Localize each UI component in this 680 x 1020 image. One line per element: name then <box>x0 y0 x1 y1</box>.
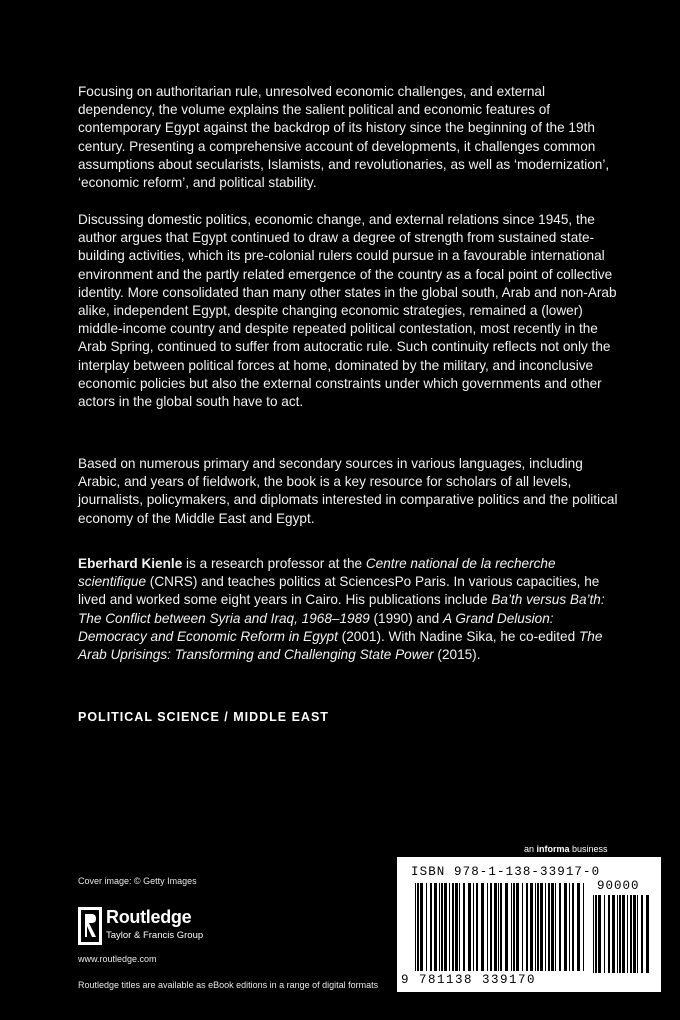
barcode-bar <box>608 895 610 973</box>
barcode-bar <box>420 883 423 971</box>
barcode-bar <box>526 883 528 971</box>
publisher-logo <box>78 907 218 947</box>
barcode-bar <box>490 883 492 971</box>
barcode-bar <box>481 883 484 971</box>
barcode-bar <box>439 883 440 971</box>
barcode-bar <box>476 883 478 971</box>
blurb-paragraph-1: Focusing on authoritarian rule, unresolved economic challenges, and external dependency, the volume explains the salient political and economic features of contemporary Egypt against the backdrop of its history since the beginning of the 19th century. Presenting a comprehensive account of developments, it challenges common assumptions about secularists, Islamists, and revolutionaries, as well as ‘modernization’, ‘economic reform’, and political stability. <box>78 84 610 191</box>
ebook-note: Routledge titles are available as eBook editions in a range of digital formats <box>78 980 379 990</box>
barcode-digits: 9 781138 339170 <box>401 973 537 987</box>
addon-barcode-bars <box>593 895 651 973</box>
barcode-bar <box>426 883 427 971</box>
barcode-bar <box>487 883 488 971</box>
cover-credit: Cover image: © Getty Images <box>78 876 197 886</box>
subject-category: POLITICAL SCIENCE / MIDDLE EAST <box>78 710 329 724</box>
barcode-bar <box>537 883 539 971</box>
barcode-bar <box>612 895 615 973</box>
barcode-bar <box>540 883 543 971</box>
barcode-bar <box>569 883 570 971</box>
barcode-bar <box>513 883 515 971</box>
blurb-paragraph-2: Discussing domestic politics, economic change, and external relations since 1945, the author argues that Egypt continued to draw a degree of strength from sustained state-building activities, which its pre-colonial rulers could pursue in a favourable international environment and the partly related emergence of the country as a focal point of collective identity. More consolidated than many other states in the global south, Arab and non-Arab alike, independent Egypt, despite changing economic strategies, remained a (lower) middle-income country and despite repeated political contestation, most recently in the Arab Spring, continued to suffer from autocratic rule. Such continuity reflects not only the interplay between political forces at home, dominated by the military, and inconclusive economic policies but also the external constraints under which governments and other actors in the global south have to act. <box>78 212 617 410</box>
barcode-bar <box>505 883 508 971</box>
barcode-bar <box>441 883 443 971</box>
barcode-bar <box>564 883 567 971</box>
barcode-bar <box>617 895 618 973</box>
barcode-bar <box>494 883 497 971</box>
price-code: 90000 <box>597 879 640 893</box>
barcode-bar <box>604 895 605 973</box>
barcode-bar <box>459 883 460 971</box>
barcode-bar <box>449 883 450 971</box>
barcode-bar <box>593 895 594 973</box>
barcode-bar <box>637 895 638 973</box>
barcode-bar <box>468 883 471 971</box>
barcode-bar <box>500 883 502 971</box>
barcode-bar <box>559 883 561 971</box>
isbn-barcode <box>397 857 661 992</box>
barcode-bar <box>417 883 419 971</box>
author-bio: Eberhard Kienle is a research professor at the Centre national de la recherche scientifique (CNRS) and teaches politics at SciencesPo Paris. In various capacities, he lived and worked some eight years in Cairo. His publications include Ba’th versus Ba’th: The Conflict between Syria and Iraq, 1968–1989 (1990) and A Grand Delusion: Democracy and Economic Reform in Egypt (2001). With Nadine Sika, he co-edited The Arab Uprisings: Transforming and Challenging State Power (2015). <box>78 556 605 663</box>
barcode-bar <box>577 883 580 971</box>
barcode-bar <box>627 895 628 973</box>
barcode-bar <box>535 883 536 971</box>
routledge-logo-icon <box>78 907 102 945</box>
barcode-bar <box>455 883 458 971</box>
barcode-bar <box>452 883 454 971</box>
barcode-bar <box>511 883 512 971</box>
barcode-bar <box>555 883 556 971</box>
barcode-bar <box>498 883 499 971</box>
barcode-bar <box>641 895 643 973</box>
barcode-bar <box>598 895 601 973</box>
barcode-bar <box>522 883 523 971</box>
barcode-bar <box>545 883 546 971</box>
barcode-bar <box>572 883 574 971</box>
publisher-url: www.routledge.com <box>78 954 157 964</box>
barcode-bar <box>434 883 437 971</box>
barcode-bar <box>619 895 621 973</box>
ean-barcode-bars <box>415 883 587 973</box>
isbn-text: ISBN 978-1-138-33917-0 <box>411 865 601 879</box>
barcode-bar <box>430 883 432 971</box>
barcode-bar <box>630 895 632 973</box>
barcode-bar <box>622 895 625 973</box>
barcode-bar <box>463 883 465 971</box>
author-name: Eberhard Kienle <box>78 556 183 571</box>
barcode-bar <box>530 883 533 971</box>
barcode-bar <box>473 883 474 971</box>
barcode-bar <box>548 883 550 971</box>
barcode-bar <box>551 883 554 971</box>
barcode-bar <box>633 895 636 973</box>
publisher-name: Routledge <box>106 907 192 927</box>
informa-tagline: an informa business <box>524 844 608 854</box>
barcode-bar <box>415 883 416 971</box>
blurb-paragraph-3: Based on numerous primary and secondary sources in various languages, including Arabic, and years of fieldwork, the book is a key resource for scholars of all levels, journalists, policymakers, and diplomats interested in comparative politics and the political economy of the Middle East and Egypt. <box>78 456 618 526</box>
barcode-bar <box>516 883 519 971</box>
barcode-bar <box>444 883 447 971</box>
barcode-bar <box>646 895 649 973</box>
barcode-bar <box>595 895 597 973</box>
barcode-bar <box>583 883 584 971</box>
publisher-group: Taylor & Francis Group <box>106 930 204 941</box>
